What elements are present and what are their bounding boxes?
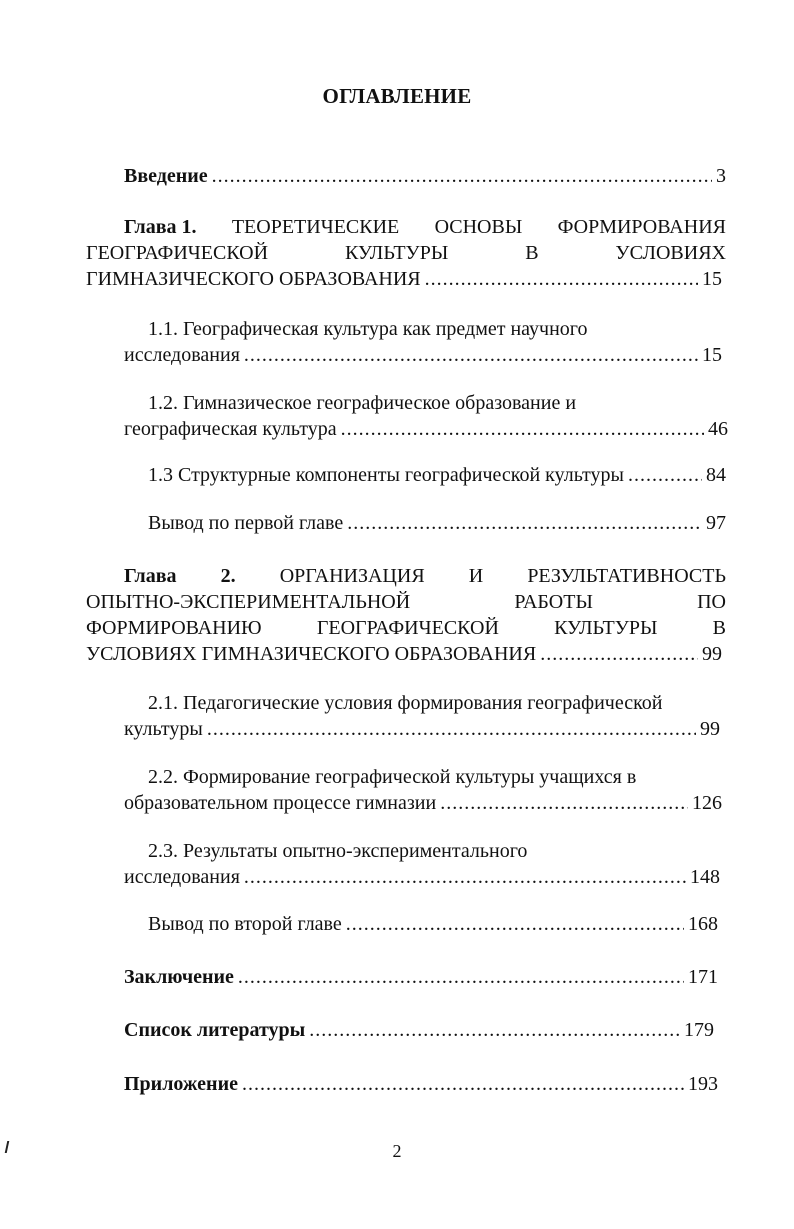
- chapter2-heading-line4[interactable]: [86, 641, 722, 667]
- toc-leader-dots: [540, 641, 698, 667]
- toc-entry-label: Заключение: [124, 966, 234, 988]
- chapter2-heading-line2[interactable]: [86, 589, 726, 615]
- chapter2-word: ОПЫТНО-ЭКСПЕРИМЕНТАЛЬНОЙ: [86, 591, 411, 613]
- section-2-1-line1[interactable]: 2.1. Педагогические условия формирования географической: [148, 692, 663, 714]
- toc-page-number: 171: [688, 966, 718, 988]
- chapter2-title-end: УСЛОВИЯХ ГИМНАЗИЧЕСКОГО ОБРАЗОВАНИЯ: [86, 643, 537, 665]
- section-2-3-line1[interactable]: 2.3. Результаты опытно-экспериментального: [148, 840, 528, 862]
- toc-page-number: 148: [690, 866, 720, 888]
- section-2-1-line2[interactable]: [124, 716, 720, 742]
- section-1-1-line2[interactable]: [124, 342, 722, 368]
- toc-leader-dots: [244, 864, 686, 890]
- chapter2-word: РЕЗУЛЬТАТИВНОСТЬ: [527, 565, 726, 587]
- chapter2-word: И: [468, 565, 484, 587]
- toc-leader-dots: [347, 510, 702, 536]
- toc-entry-label: Введение: [124, 165, 208, 187]
- toc-leader-dots: [309, 1017, 680, 1043]
- chapter2-word: КУЛЬТУРЫ: [554, 617, 658, 639]
- toc-page-number: 15: [702, 268, 722, 290]
- chapter1-word: ОСНОВЫ: [434, 216, 523, 238]
- toc-page-number: 15: [702, 344, 722, 366]
- toc-entry-label: Список литературы: [124, 1019, 306, 1041]
- section-2-2-line1[interactable]: 2.2. Формирование географической культуры учащихся в: [148, 766, 637, 788]
- chapter2-heading-line3[interactable]: [86, 615, 726, 641]
- toc-entry-conclusion[interactable]: [124, 964, 718, 990]
- toc-page-number: 99: [702, 643, 722, 665]
- toc-leader-dots: [212, 163, 712, 189]
- chapter1-heading-line1[interactable]: [124, 214, 726, 240]
- chapter2-word: В: [712, 617, 726, 639]
- toc-leader-dots: [207, 716, 696, 742]
- toc-entry-label: исследования: [124, 344, 240, 366]
- section-2-3-line2[interactable]: [124, 864, 720, 890]
- chapter2-prefix: Глава: [124, 565, 177, 587]
- chapter2-word: ГЕОГРАФИЧЕСКОЙ: [316, 617, 499, 639]
- section-2-2-line2[interactable]: [124, 790, 722, 816]
- toc-leader-dots: [628, 462, 702, 488]
- chapter1-word: ФОРМИРОВАНИЯ: [557, 216, 726, 238]
- chapter2-word: ПО: [697, 591, 726, 613]
- section-1-3[interactable]: [148, 462, 726, 488]
- chapter2-word: РАБОТЫ: [514, 591, 593, 613]
- toc-page-number: 168: [688, 913, 718, 935]
- toc-leader-dots: [242, 1071, 684, 1097]
- chapter1-word: ГЕОГРАФИЧЕСКОЙ: [86, 242, 269, 264]
- chapter2-prefix-number: 2.: [220, 565, 236, 587]
- toc-entry-references[interactable]: [124, 1017, 714, 1043]
- toc-leader-dots: [346, 911, 684, 937]
- toc-page-number: 97: [706, 512, 726, 534]
- chapter2-word: ФОРМИРОВАНИЮ: [86, 617, 262, 639]
- toc-page-number: 46: [708, 418, 728, 440]
- chapter1-word: КУЛЬТУРЫ: [344, 242, 449, 264]
- chapter1-heading-line3[interactable]: [86, 266, 722, 292]
- chapter2-heading-line1[interactable]: [124, 563, 726, 589]
- chapter1-title-end: ГИМНАЗИЧЕСКОГО ОБРАЗОВАНИЯ: [86, 268, 421, 290]
- page-number: 2: [392, 1141, 402, 1161]
- chapter1-heading-line2[interactable]: [86, 240, 726, 266]
- chapter2-word: ОРГАНИЗАЦИЯ: [279, 565, 425, 587]
- toc-entry-label: культуры: [124, 718, 203, 740]
- toc-leader-dots: [440, 790, 688, 816]
- section-1-1-line1[interactable]: 1.1. Географическая культура как предмет научного: [148, 318, 588, 340]
- toc-page-number: 84: [706, 464, 726, 486]
- toc-page-number: 179: [684, 1019, 714, 1041]
- toc-page-number: 99: [700, 718, 720, 740]
- toc-entry-label: Приложение: [124, 1073, 238, 1095]
- chapter1-word: УСЛОВИЯХ: [615, 242, 726, 264]
- toc-entry-intro[interactable]: [124, 163, 726, 189]
- toc-page-number: 3: [716, 165, 726, 187]
- toc-page-number: 126: [692, 792, 722, 814]
- toc-entry-label: географическая культура: [124, 418, 337, 440]
- chapter1-word: В: [525, 242, 539, 264]
- toc-entry-label: Вывод по второй главе: [148, 913, 342, 935]
- chapter1-word: ТЕОРЕТИЧЕСКИЕ: [231, 216, 400, 238]
- section-1-2-line1[interactable]: 1.2. Гимназическое географическое образование и: [148, 392, 577, 414]
- section-chapter1-conclusion[interactable]: [148, 510, 726, 536]
- toc-leader-dots: [244, 342, 698, 368]
- toc-leader-dots: [238, 964, 684, 990]
- toc-entry-appendix[interactable]: [124, 1071, 718, 1097]
- toc-entry-label: образовательном процессе гимназии: [124, 792, 437, 814]
- toc-entry-label: 1.3 Структурные компоненты географической культуры: [148, 464, 624, 486]
- toc-entry-label: Вывод по первой главе: [148, 512, 344, 534]
- toc-entry-label: исследования: [124, 866, 240, 888]
- toc-page-number: 193: [688, 1073, 718, 1095]
- chapter1-prefix: Глава 1.: [124, 216, 197, 238]
- page-title: ОГЛАВЛЕНИЕ: [322, 84, 472, 108]
- section-1-2-line2[interactable]: [124, 416, 728, 442]
- section-chapter2-conclusion[interactable]: [148, 911, 718, 937]
- toc-leader-dots: [341, 416, 704, 442]
- toc-leader-dots: [425, 266, 698, 292]
